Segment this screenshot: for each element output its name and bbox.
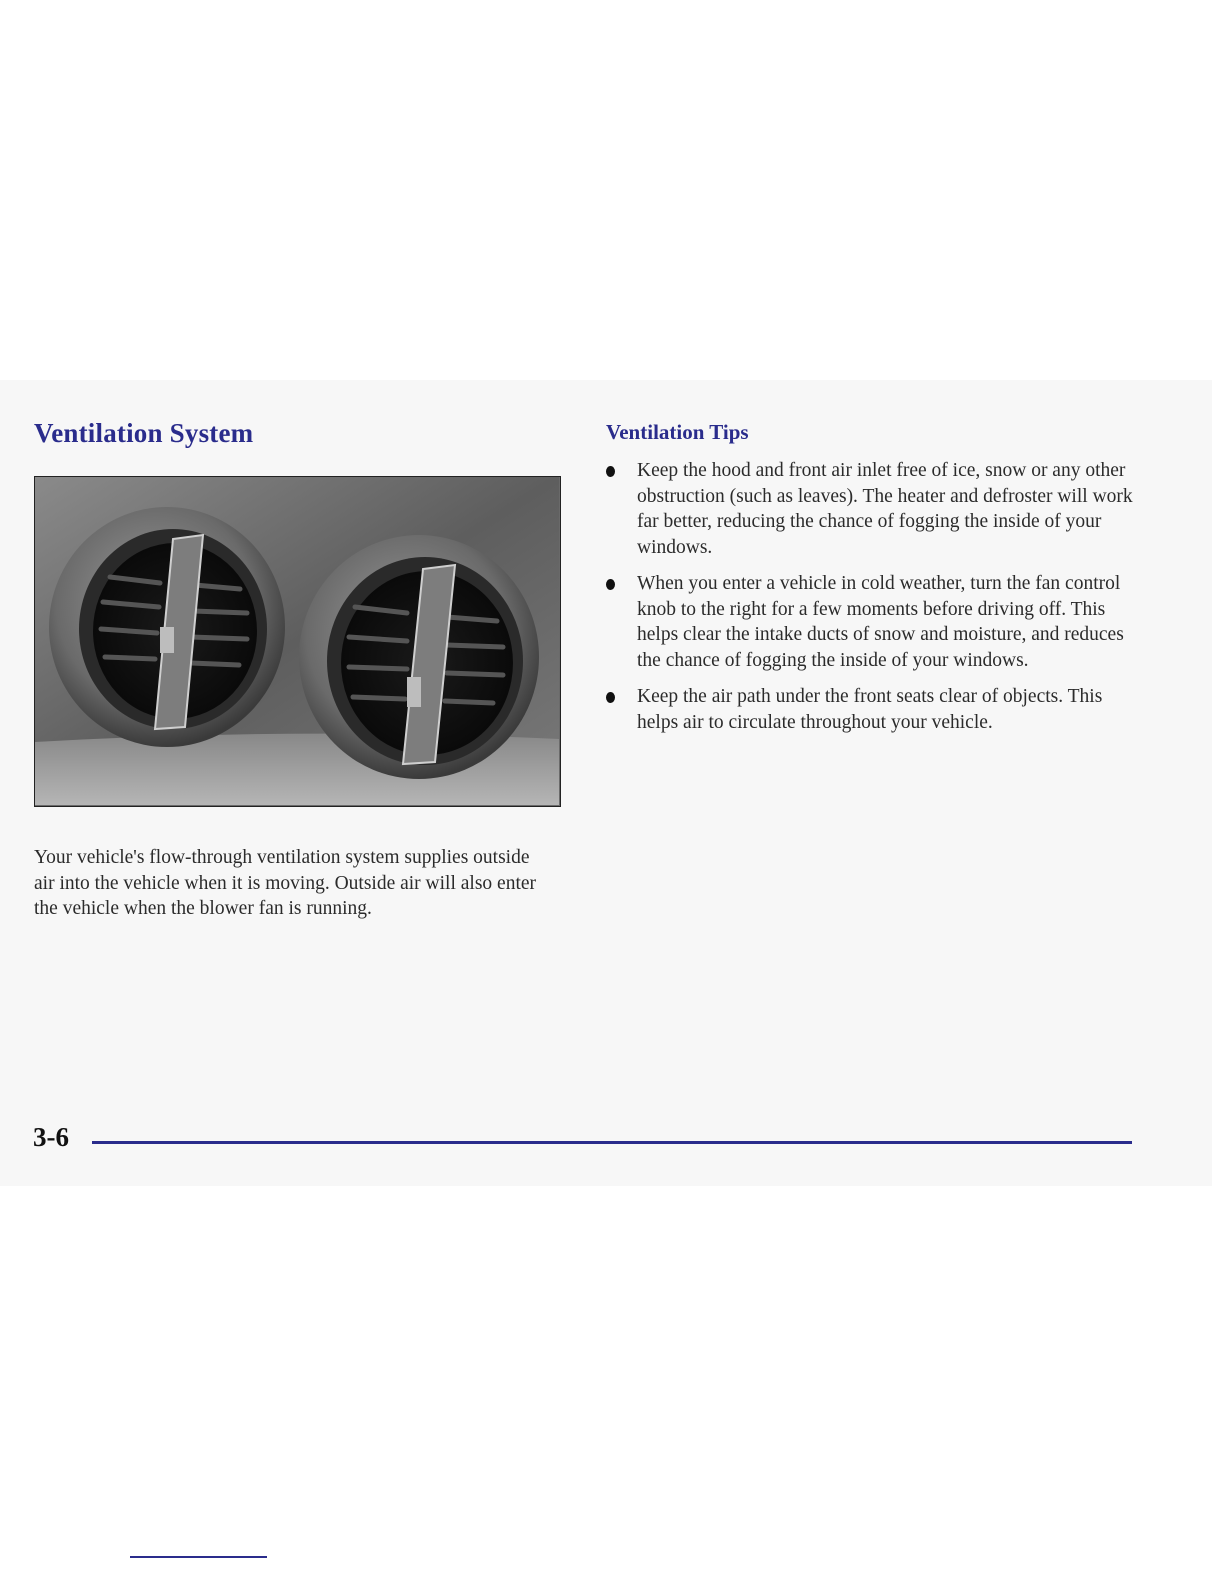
right-vent xyxy=(299,535,539,779)
intro-paragraph: Your vehicle's flow-through ventilation system supplies outside air into the vehicle when it is moving. Outside air will also enter the vehicle when the blower fan is running. xyxy=(34,847,537,919)
section-title: Ventilation System xyxy=(34,418,254,448)
bullet-icon xyxy=(606,692,615,703)
tips-list xyxy=(606,458,1136,746)
bullet-icon xyxy=(606,579,615,590)
air-vents-photo xyxy=(34,476,561,807)
left-vent xyxy=(49,507,285,747)
air-vents-illustration xyxy=(35,477,559,805)
tip-text: Keep the air path under the front seats clear of objects. This helps air to circulate throughout your vehicle. xyxy=(637,686,1103,733)
bullet-icon xyxy=(606,466,615,477)
tip-item xyxy=(606,684,1136,735)
left-column xyxy=(34,418,564,449)
bottom-rule xyxy=(130,1556,267,1558)
tip-text: Keep the hood and front air inlet free of ice, snow or any other obstruction (such as leaves). The heater and defroster will work far better, reducing the chance of fogging the inside of your windows. xyxy=(637,460,1133,558)
tip-item xyxy=(606,571,1136,673)
tip-text: When you enter a vehicle in cold weather, turn the fan control knob to the right for a few moments before driving off. This helps clear the intake ducts of snow and moisture, and reduces the chance of fogging the inside of your windows. xyxy=(637,573,1124,671)
right-column xyxy=(606,420,1146,445)
footer-rule xyxy=(92,1141,1132,1144)
page-number: 3-6 xyxy=(33,1122,69,1152)
tips-title: Ventilation Tips xyxy=(606,420,749,444)
tip-item xyxy=(606,458,1136,560)
